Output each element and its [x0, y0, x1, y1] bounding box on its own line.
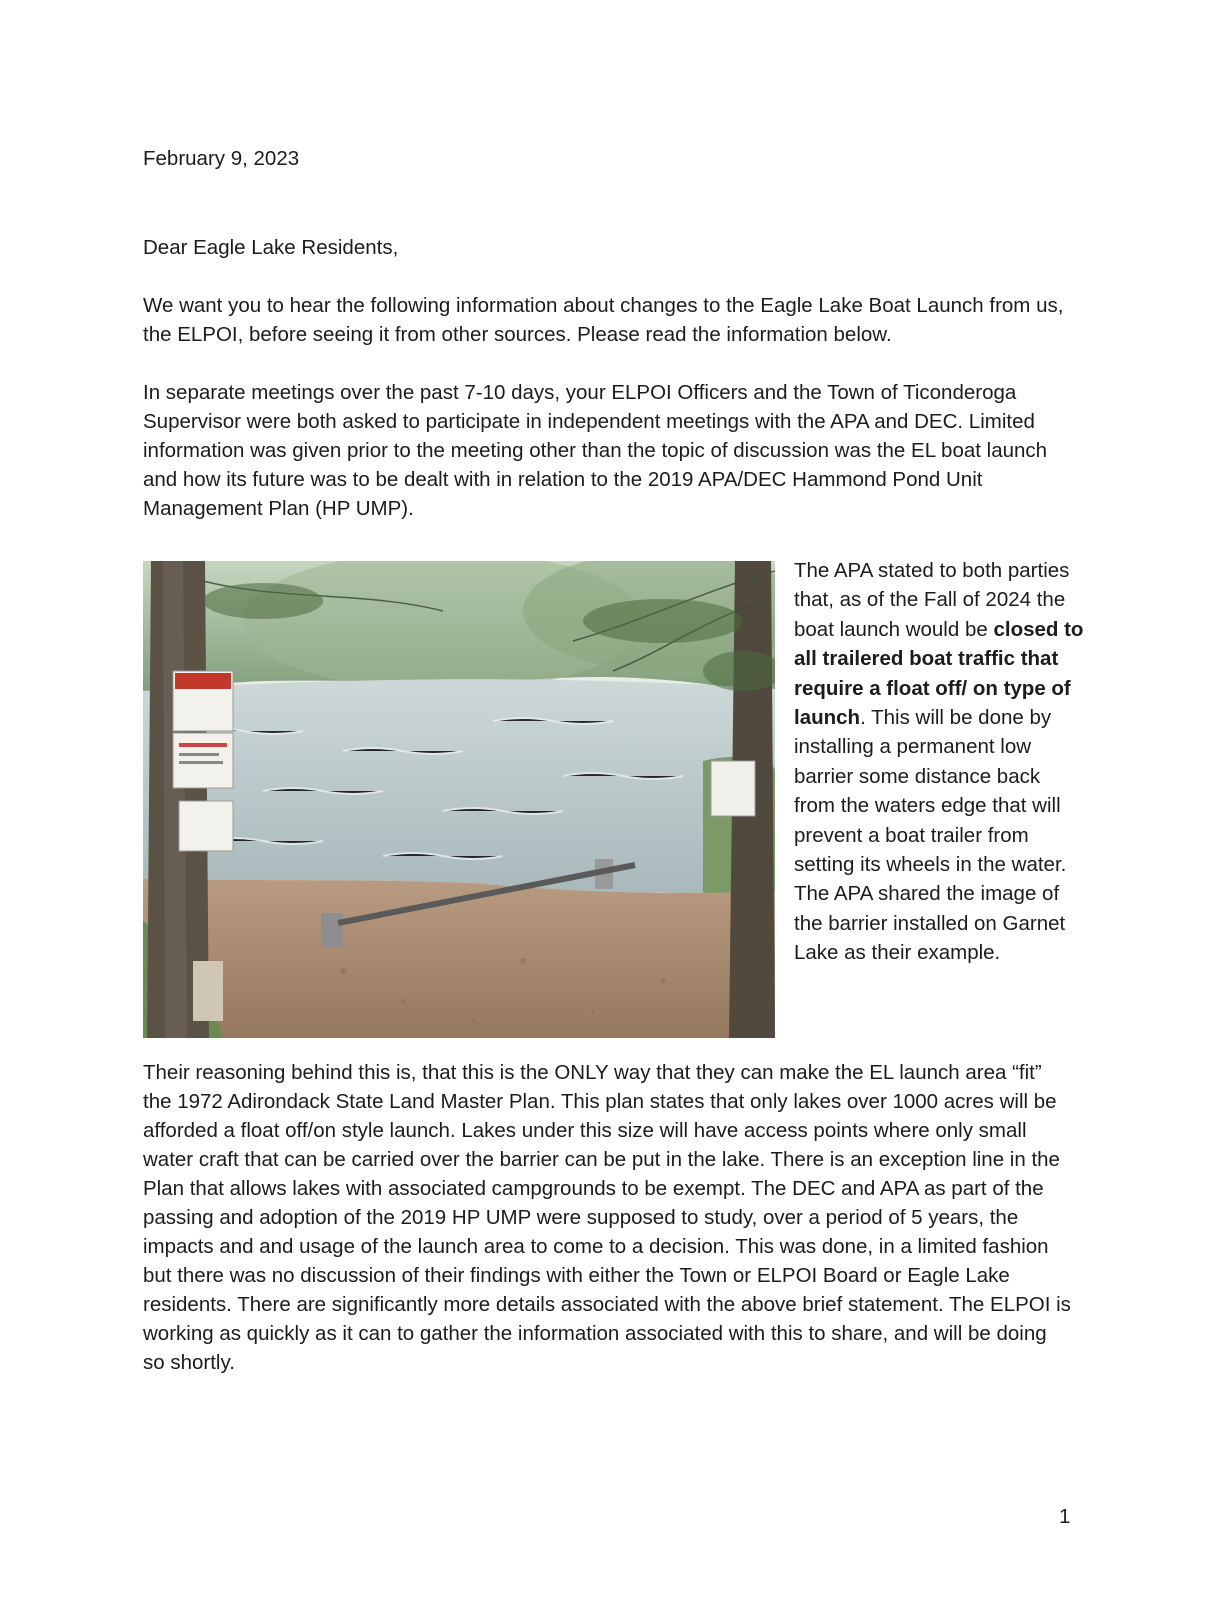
boat-launch-barrier-photo — [143, 561, 775, 1038]
paragraph-intro: We want you to hear the following information about changes to the Eagle Lake Boat Launch from us, the ELPOI, before seeing it from other sources. Please read the information below. — [143, 294, 1064, 346]
apa-statement-rest: . This will be done by installing a permanent low barrier some distance back from the waters edge that will prevent a boat trailer from setting its wheels in the water. The APA shared the image of the barrier installed on Garnet Lake as their example. — [794, 706, 1067, 965]
paragraph-apa-statement — [794, 556, 1084, 968]
letter-date: February 9, 2023 — [143, 147, 300, 170]
salutation: Dear Eagle Lake Residents, — [143, 236, 399, 259]
apa-statement-emphasis: closed to all trailered boat traffic that require a float off/ on type of launch — [794, 617, 1084, 730]
paragraph-reasoning: Their reasoning behind this is, that this is the ONLY way that they can make the EL launch area “fit” the 1972 Adirondack State Land Master Plan. This plan states that only lakes over 1000 acres will be afforded a float off/on style launch. Lakes under this size will have access points where only small water craft that can be carried over the barrier can be put in the lake. There is an exception line in the Plan that allows lakes with associated campgrounds to be exempt. The DEC and APA as part of the passing and adoption of the 2019 HP UMP were supposed to study, over a period of 5 years, the impacts and and usage of the launch area to come to a decision. This was done, in a limited fashion but there was no discussion of their findings with either the Town or ELPOI Board or Eagle Lake residents. There are significantly more details associated with the above brief statement. The ELPOI is working as quickly as it can to gather the information associated with this to share, and will be doing so shortly. — [143, 1061, 1071, 1374]
page-number: 1 — [1059, 1505, 1071, 1528]
paragraph-meetings: In separate meetings over the past 7-10 days, your ELPOI Officers and the Town of Ticonderoga Supervisor were both asked to participate in independent meetings with the APA and DEC. Limited information was given prior to the meeting other than the topic of discussion was the EL boat launch and how its future was to be dealt with in relation to the 2019 APA/DEC Hammond Pond Unit Management Plan (HP UMP). — [143, 381, 1048, 520]
apa-statement-intro: The APA stated to both parties that, as of the Fall of 2024 the boat launch would be — [794, 559, 1070, 641]
